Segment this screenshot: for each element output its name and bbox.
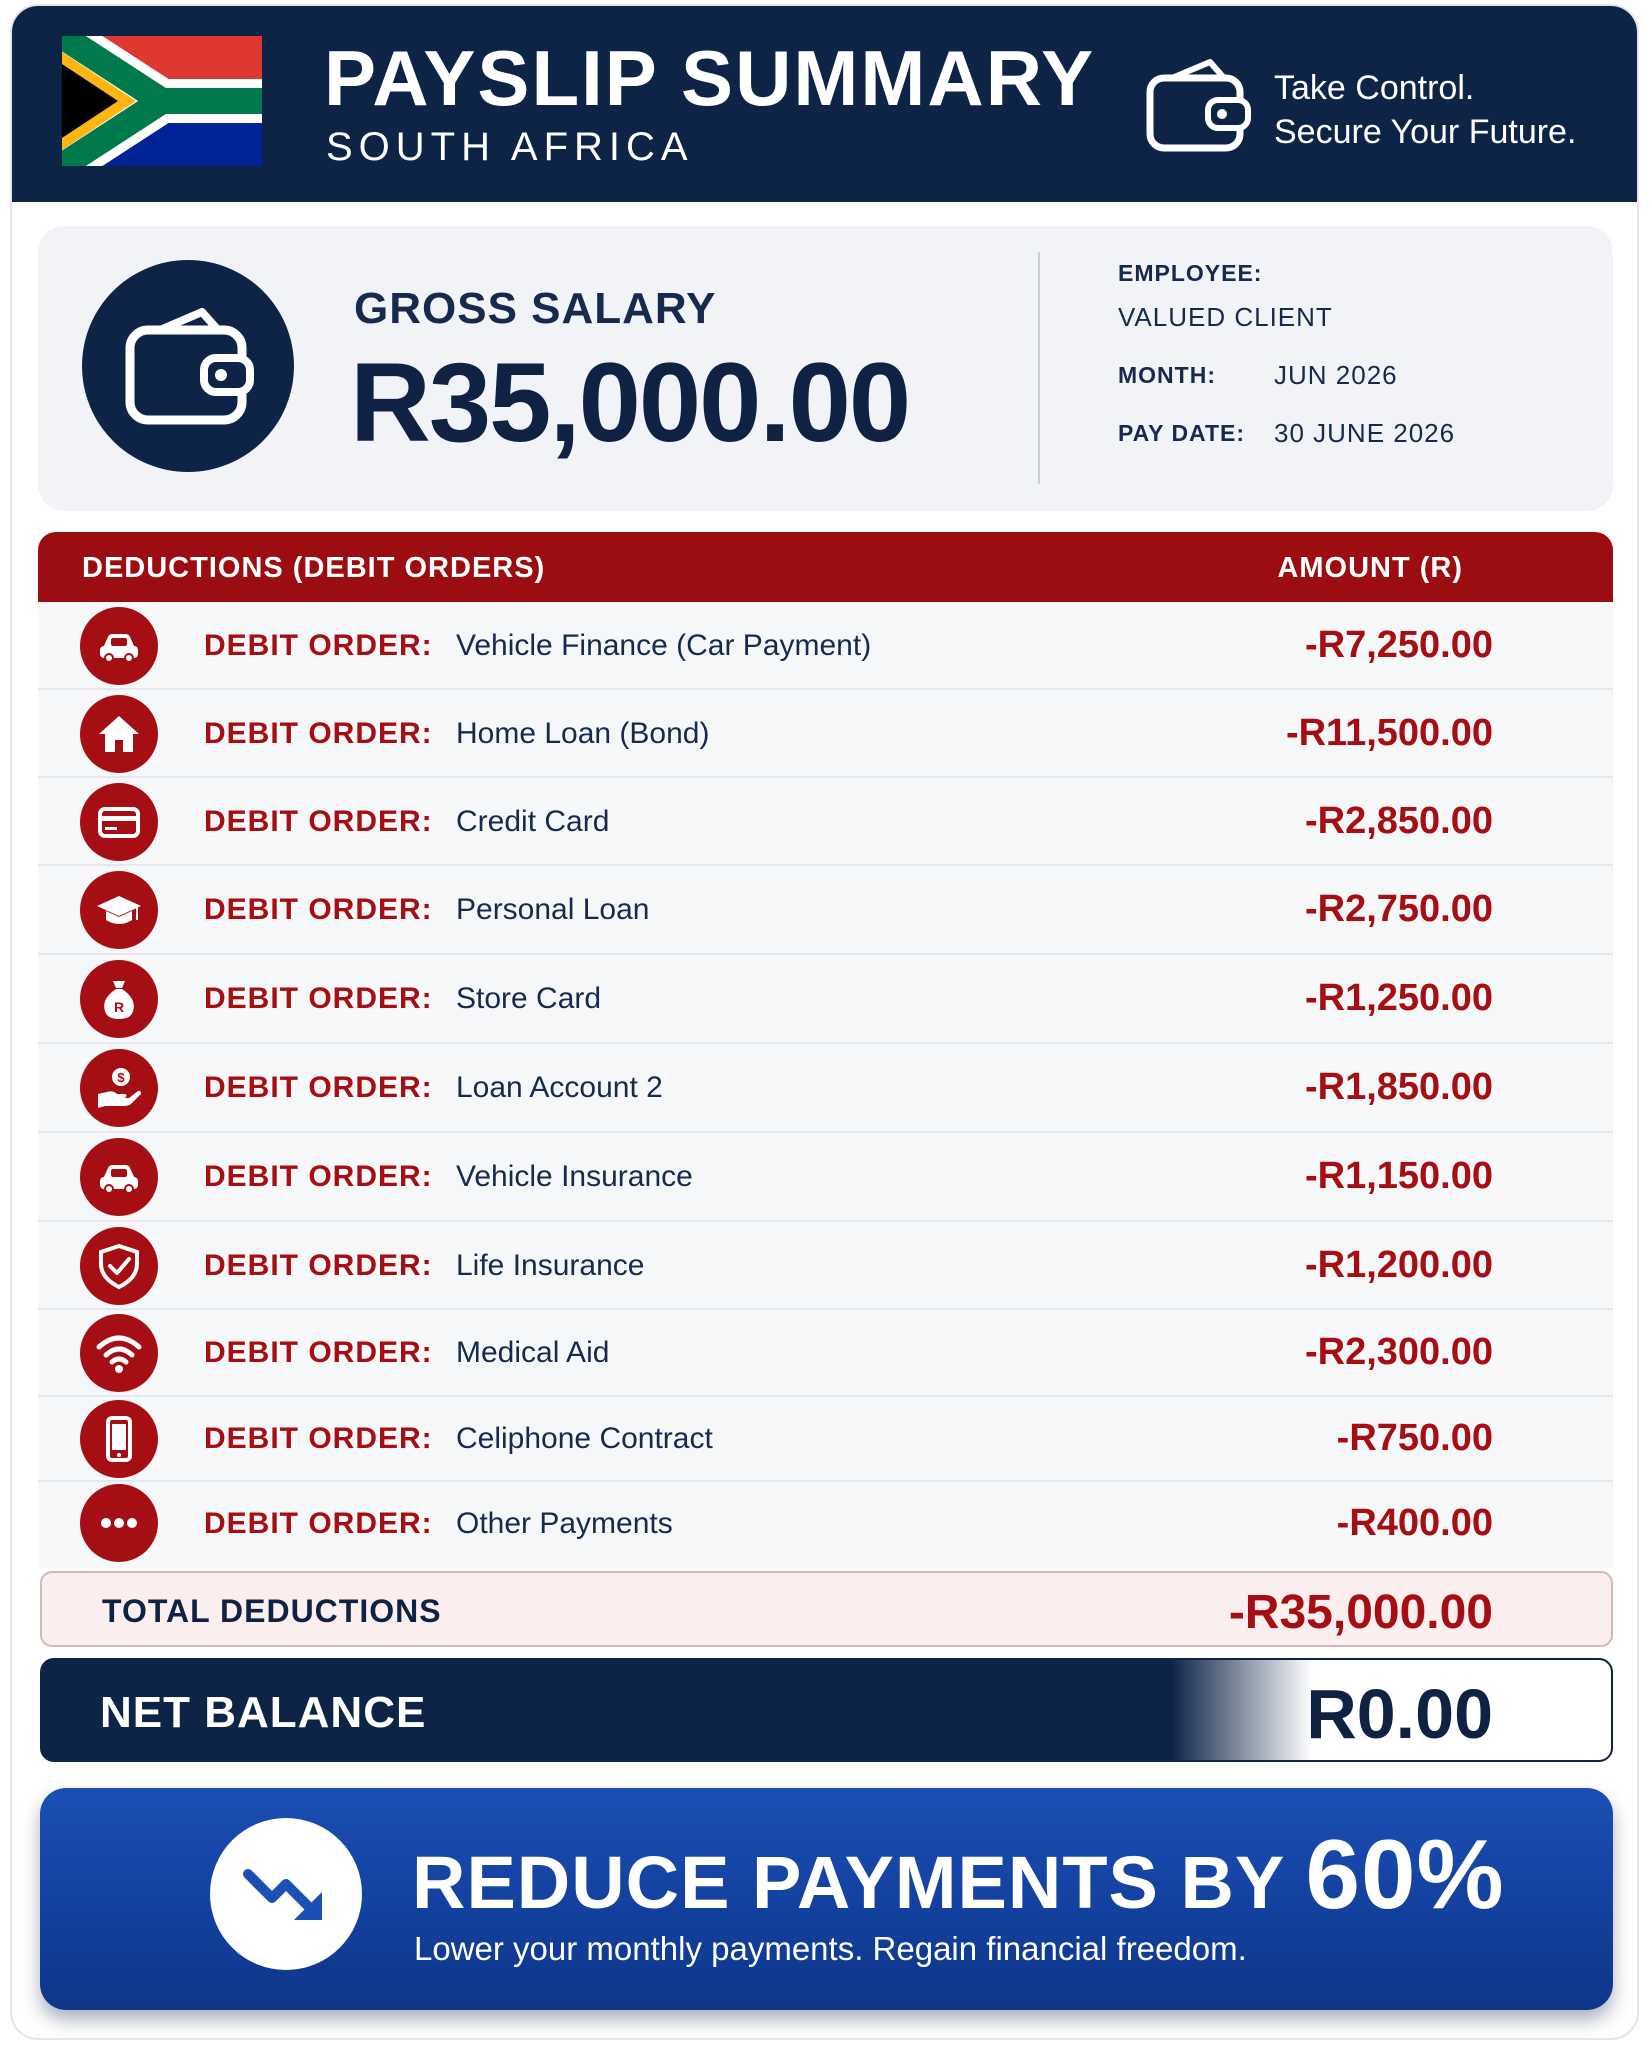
deduction-row: [38, 1044, 1613, 1133]
wallet-icon: [1142, 56, 1252, 156]
net-balance-label: NET BALANCE: [100, 1688, 427, 1737]
total-deductions-value: -R35,000.00: [1228, 1586, 1493, 1639]
south-africa-flag-icon: [62, 36, 262, 166]
svg-text:$: $: [117, 1070, 125, 1085]
deduction-row: [38, 1482, 1613, 1568]
promo-headline-text: REDUCE PAYMENTS BY: [412, 1841, 1284, 1924]
deduction-label: Life Insurance: [456, 1249, 645, 1282]
deduction-label: Other Payments: [456, 1507, 673, 1540]
deduction-amount: -R1,200.00: [1304, 1244, 1493, 1286]
employee-label: EMPLOYEE:: [1118, 260, 1263, 286]
credit-card-icon: [80, 783, 158, 861]
money-bag-icon: [80, 960, 158, 1038]
deduction-amount: -R1,850.00: [1304, 1066, 1493, 1108]
deduction-amount: -R400.00: [1336, 1502, 1493, 1544]
net-balance-value: R0.00: [1306, 1675, 1493, 1753]
month-value: JUN 2026: [1274, 360, 1398, 390]
deduction-row: [38, 1222, 1613, 1310]
promo-headline: [412, 1819, 1505, 1933]
debit-order-prefix: DEBIT ORDER:: [204, 1160, 433, 1193]
tagline-line-1: Take Control.: [1274, 69, 1475, 107]
employee-value: VALUED CLIENT: [1118, 302, 1333, 332]
total-deductions-label: TOTAL DEDUCTIONS: [102, 1593, 442, 1629]
car-icon: [80, 1138, 158, 1216]
deduction-label: Credit Card: [456, 805, 610, 838]
header-banner: [12, 6, 1637, 202]
net-balance-bar: [40, 1658, 1613, 1762]
deduction-row: [38, 602, 1613, 690]
deduction-amount: -R2,300.00: [1304, 1331, 1493, 1373]
salary-summary-panel: [38, 226, 1613, 511]
shield-check-icon: [80, 1227, 158, 1305]
deduction-row: [38, 1310, 1613, 1397]
graduation-cap-icon: [80, 871, 158, 949]
pay-date-label: PAY DATE:: [1118, 420, 1246, 446]
gross-salary-label: GROSS SALARY: [354, 284, 717, 333]
deduction-amount: -R2,850.00: [1304, 800, 1493, 842]
more-dots-icon: [80, 1484, 158, 1562]
trend-down-arrow-icon: [232, 1840, 340, 1948]
reduce-payments-banner[interactable]: [40, 1788, 1613, 2010]
deduction-amount: -R11,500.00: [1285, 712, 1493, 754]
deduction-label: Loan Account 2: [456, 1071, 663, 1104]
phone-icon: [80, 1400, 158, 1478]
debit-order-prefix: DEBIT ORDER:: [204, 1507, 433, 1540]
deductions-column-header: DEDUCTIONS (DEBIT ORDERS): [82, 552, 546, 584]
deductions-table-header: [38, 532, 1613, 602]
deduction-label: Personal Loan: [456, 893, 650, 926]
deduction-row: [38, 690, 1613, 778]
total-deductions-row: [40, 1571, 1613, 1647]
tagline: [1274, 66, 1576, 154]
deduction-label: Medical Aid: [456, 1336, 610, 1369]
gross-wallet-badge: [82, 260, 294, 472]
debit-order-prefix: DEBIT ORDER:: [204, 1336, 433, 1369]
summary-divider: [1038, 252, 1040, 484]
tagline-line-2: Secure Your Future.: [1274, 113, 1577, 151]
deduction-row: [38, 955, 1613, 1044]
promo-percent: 60%: [1305, 1819, 1505, 1929]
car-icon: [80, 607, 158, 685]
debit-order-prefix: DEBIT ORDER:: [204, 982, 433, 1015]
amount-column-header: AMOUNT (R): [1277, 552, 1463, 584]
deduction-label: Celiphone Contract: [456, 1422, 713, 1455]
debit-order-prefix: DEBIT ORDER:: [204, 717, 433, 750]
deduction-row: [38, 1397, 1613, 1482]
trend-down-badge: [210, 1818, 362, 1970]
deduction-amount: -R7,250.00: [1304, 624, 1493, 666]
wallet-icon: [122, 304, 256, 428]
payslip-card: [10, 4, 1639, 2040]
debit-order-prefix: DEBIT ORDER:: [204, 805, 433, 838]
deduction-row: [38, 1133, 1613, 1222]
deduction-amount: -R1,150.00: [1304, 1155, 1493, 1197]
page-subtitle: SOUTH AFRICA: [326, 125, 694, 169]
deduction-label: Vehicle Insurance: [456, 1160, 693, 1193]
deduction-label: Vehicle Finance (Car Payment): [456, 629, 872, 662]
pay-date-value: 30 JUNE 2026: [1274, 418, 1456, 448]
deductions-list: [38, 602, 1613, 1568]
debit-order-prefix: DEBIT ORDER:: [204, 893, 433, 926]
debit-order-prefix: DEBIT ORDER:: [204, 1422, 433, 1455]
debit-order-prefix: DEBIT ORDER:: [204, 1249, 433, 1282]
deduction-label: Home Loan (Bond): [456, 717, 710, 750]
debit-order-prefix: DEBIT ORDER:: [204, 629, 433, 662]
page-title: PAYSLIP SUMMARY: [324, 34, 1096, 122]
deduction-amount: -R2,750.00: [1304, 888, 1493, 930]
deduction-row: [38, 866, 1613, 955]
gross-salary-value: R35,000.00: [350, 340, 910, 465]
wifi-icon: [80, 1314, 158, 1392]
deduction-amount: -R750.00: [1336, 1417, 1493, 1459]
month-label: MONTH:: [1118, 362, 1216, 388]
promo-subtext: Lower your monthly payments. Regain financial freedom.: [414, 1930, 1247, 1967]
hand-coin-icon: [80, 1049, 158, 1127]
deduction-amount: -R1,250.00: [1304, 977, 1493, 1019]
home-icon: [80, 695, 158, 773]
deduction-label: Store Card: [456, 982, 602, 1015]
debit-order-prefix: DEBIT ORDER:: [204, 1071, 433, 1104]
deduction-row: [38, 778, 1613, 866]
svg-text:R: R: [113, 999, 125, 1015]
